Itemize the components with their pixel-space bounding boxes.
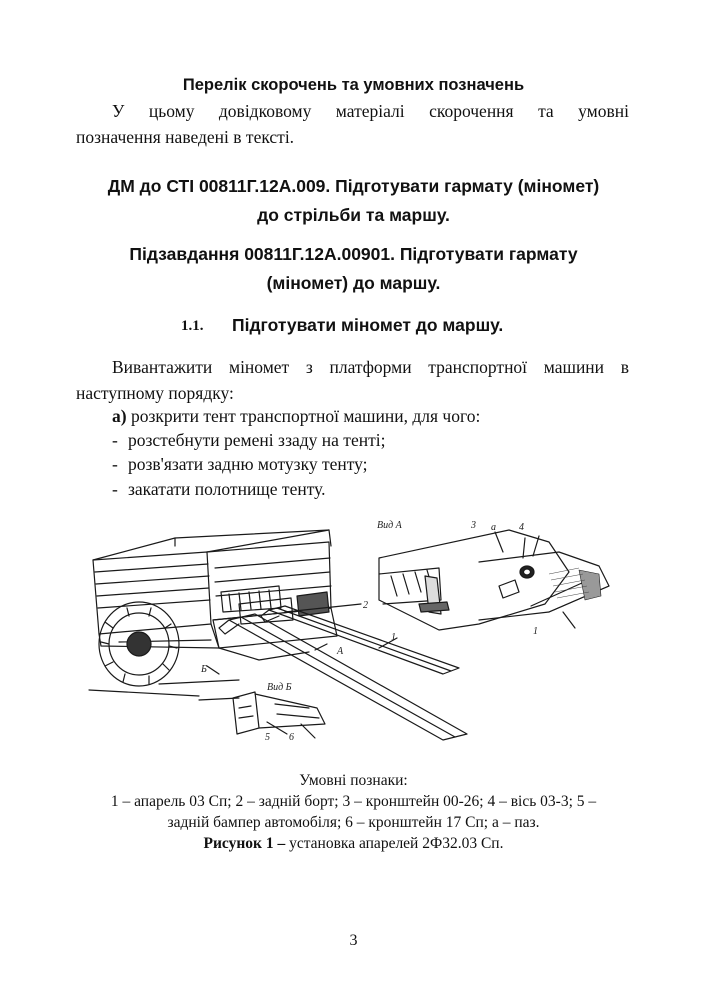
label-B: Б <box>201 664 207 675</box>
label-4: 4 <box>519 522 524 533</box>
subtask-heading-line-2: (міномет) до маршу. <box>266 273 441 293</box>
ramp-installation-figure <box>79 512 611 748</box>
dm-heading-line-1: ДМ до СТІ 00811Г.12А.009. Підготувати гармату (міномет) <box>107 176 600 196</box>
list-item-text: закатати полотнище тенту. <box>128 479 326 499</box>
ramp-installation-drawing <box>79 512 611 748</box>
list-item: - розв'язати задню мотузку тенту; <box>112 454 368 474</box>
step-a <box>112 403 480 429</box>
label-1: 1 <box>391 632 396 643</box>
dm-heading-line-2: до стрільби та маршу. <box>257 205 450 225</box>
page-number: 3 <box>349 932 358 949</box>
intro-line-2: позначення наведені в тексті. <box>76 127 295 147</box>
view-a-label: Вид А <box>377 520 402 531</box>
section-title: Перелік скорочень та умовних позначень <box>182 76 525 94</box>
para-line-1: Вивантажити міномет з платформи транспортної машини в <box>112 357 629 377</box>
intro-line-1: У цьому довідковому матеріалі скорочення та умовні <box>112 101 629 121</box>
para-line-2: наступному порядку: <box>76 383 234 403</box>
figure-caption-text: установка апарелей 2Ф32.03 Сп. <box>285 835 504 852</box>
label-6: 6 <box>289 732 294 743</box>
subsection-number: 1.1. <box>181 318 204 334</box>
figure-caption <box>0 833 707 854</box>
list-item: - закатати полотнище тенту. <box>112 479 326 499</box>
label-5: 5 <box>265 732 270 743</box>
view-a-bracket <box>379 530 569 630</box>
view-b-label: Вид Б <box>267 682 292 693</box>
truck-body-side <box>93 552 211 634</box>
figure-caption-label: Рисунок 1 – <box>203 835 286 852</box>
subsection-title: Підготувати міномет до маршу. <box>232 315 504 335</box>
legend-line-1: 1 – апарель 03 Сп; 2 – задній борт; 3 – кронштейн 00-26; 4 – вісь 03-3; 5 – <box>110 793 597 810</box>
label-3: 3 <box>471 520 476 531</box>
legend-line-2: задній бампер автомобіля; 6 – кронштейн 17 Сп; а – паз. <box>167 814 540 831</box>
legend-title: Умовні познаки: <box>299 772 408 789</box>
label-A: А <box>337 646 344 657</box>
step-a-text: розкрити тент транспортної машини, для чого: <box>130 406 481 426</box>
subtask-heading-line-1: Підзавдання 00811Г.12А.00901. Підготувати гармату <box>129 244 578 264</box>
step-a-marker: а) <box>112 406 127 426</box>
label-a: а <box>491 522 496 533</box>
list-item-text: розстебнути ремені ззаду на тенті; <box>128 430 386 450</box>
label-1b: 1 <box>533 626 538 637</box>
list-item-text: розв'язати задню мотузку тенту; <box>128 454 368 474</box>
label-2: 2 <box>363 600 368 611</box>
list-item: - розстебнути ремені ззаду на тенті; <box>112 430 386 450</box>
